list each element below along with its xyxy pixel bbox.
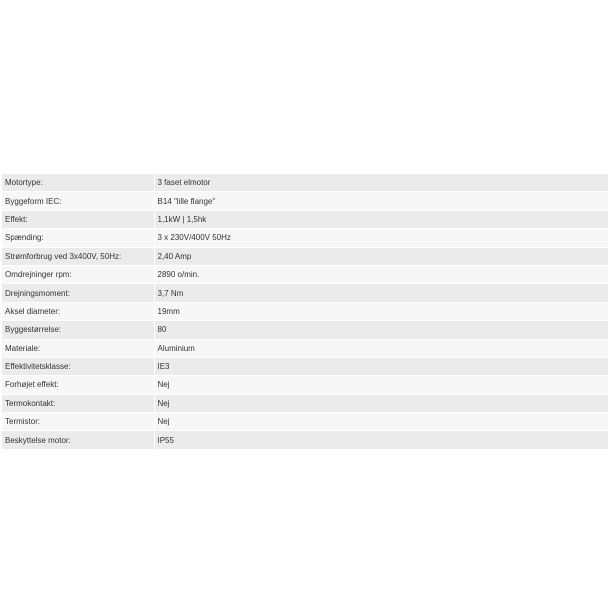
spec-table xyxy=(2,173,608,450)
spec-label: Effekt: xyxy=(2,210,154,228)
spec-row-drejningsmoment xyxy=(2,284,608,302)
spec-value: 80 xyxy=(154,321,608,339)
spec-row-spaending xyxy=(2,229,608,247)
spec-row-forhojet-effekt xyxy=(2,376,608,394)
spec-label: Motortype: xyxy=(2,174,154,192)
spec-label: Omdrejninger rpm: xyxy=(2,265,154,283)
spec-value: Nej xyxy=(154,413,608,431)
spec-row-effekt xyxy=(2,210,608,228)
spec-row-aksel-diameter xyxy=(2,302,608,320)
spec-row-termistor xyxy=(2,413,608,431)
spec-label: Termokontakt: xyxy=(2,394,154,412)
spec-value: 2,40 Amp xyxy=(154,247,608,265)
spec-row-byggestorrelse xyxy=(2,321,608,339)
spec-label: Strømforbrug ved 3x400V, 50Hz: xyxy=(2,247,154,265)
spec-label: Aksel diameter: xyxy=(2,302,154,320)
spec-row-motortype xyxy=(2,174,608,192)
spec-label: Byggeform IEC: xyxy=(2,192,154,210)
spec-value: IP55 xyxy=(154,431,608,449)
spec-value: 3 x 230V/400V 50Hz xyxy=(154,229,608,247)
spec-row-omdrejninger xyxy=(2,265,608,283)
spec-label: Byggestørrelse: xyxy=(2,321,154,339)
spec-row-materiale xyxy=(2,339,608,357)
spec-label: Materiale: xyxy=(2,339,154,357)
spec-row-byggeform xyxy=(2,192,608,210)
spec-label: Beskyttelse motor: xyxy=(2,431,154,449)
spec-value: 3,7 Nm xyxy=(154,284,608,302)
spec-value: Nej xyxy=(154,376,608,394)
spec-value: 3 faset elmotor xyxy=(154,174,608,192)
spec-row-effektivitetsklasse xyxy=(2,357,608,375)
spec-label: Spænding: xyxy=(2,229,154,247)
spec-label: Effektivitetsklasse: xyxy=(2,357,154,375)
spec-label: Forhøjet effekt: xyxy=(2,376,154,394)
spec-value: Nej xyxy=(154,394,608,412)
spec-row-stromforbrug xyxy=(2,247,608,265)
spec-row-termokontakt xyxy=(2,394,608,412)
spec-label: Termistor: xyxy=(2,413,154,431)
spec-value: B14 "lille flange" xyxy=(154,192,608,210)
spec-value: IE3 xyxy=(154,357,608,375)
spec-value: 19mm xyxy=(154,302,608,320)
spec-value: 1,1kW | 1,5hk xyxy=(154,210,608,228)
spec-row-beskyttelse xyxy=(2,431,608,449)
spec-value: 2890 o/min. xyxy=(154,265,608,283)
spec-value: Aluminium xyxy=(154,339,608,357)
spec-label: Drejningsmoment: xyxy=(2,284,154,302)
